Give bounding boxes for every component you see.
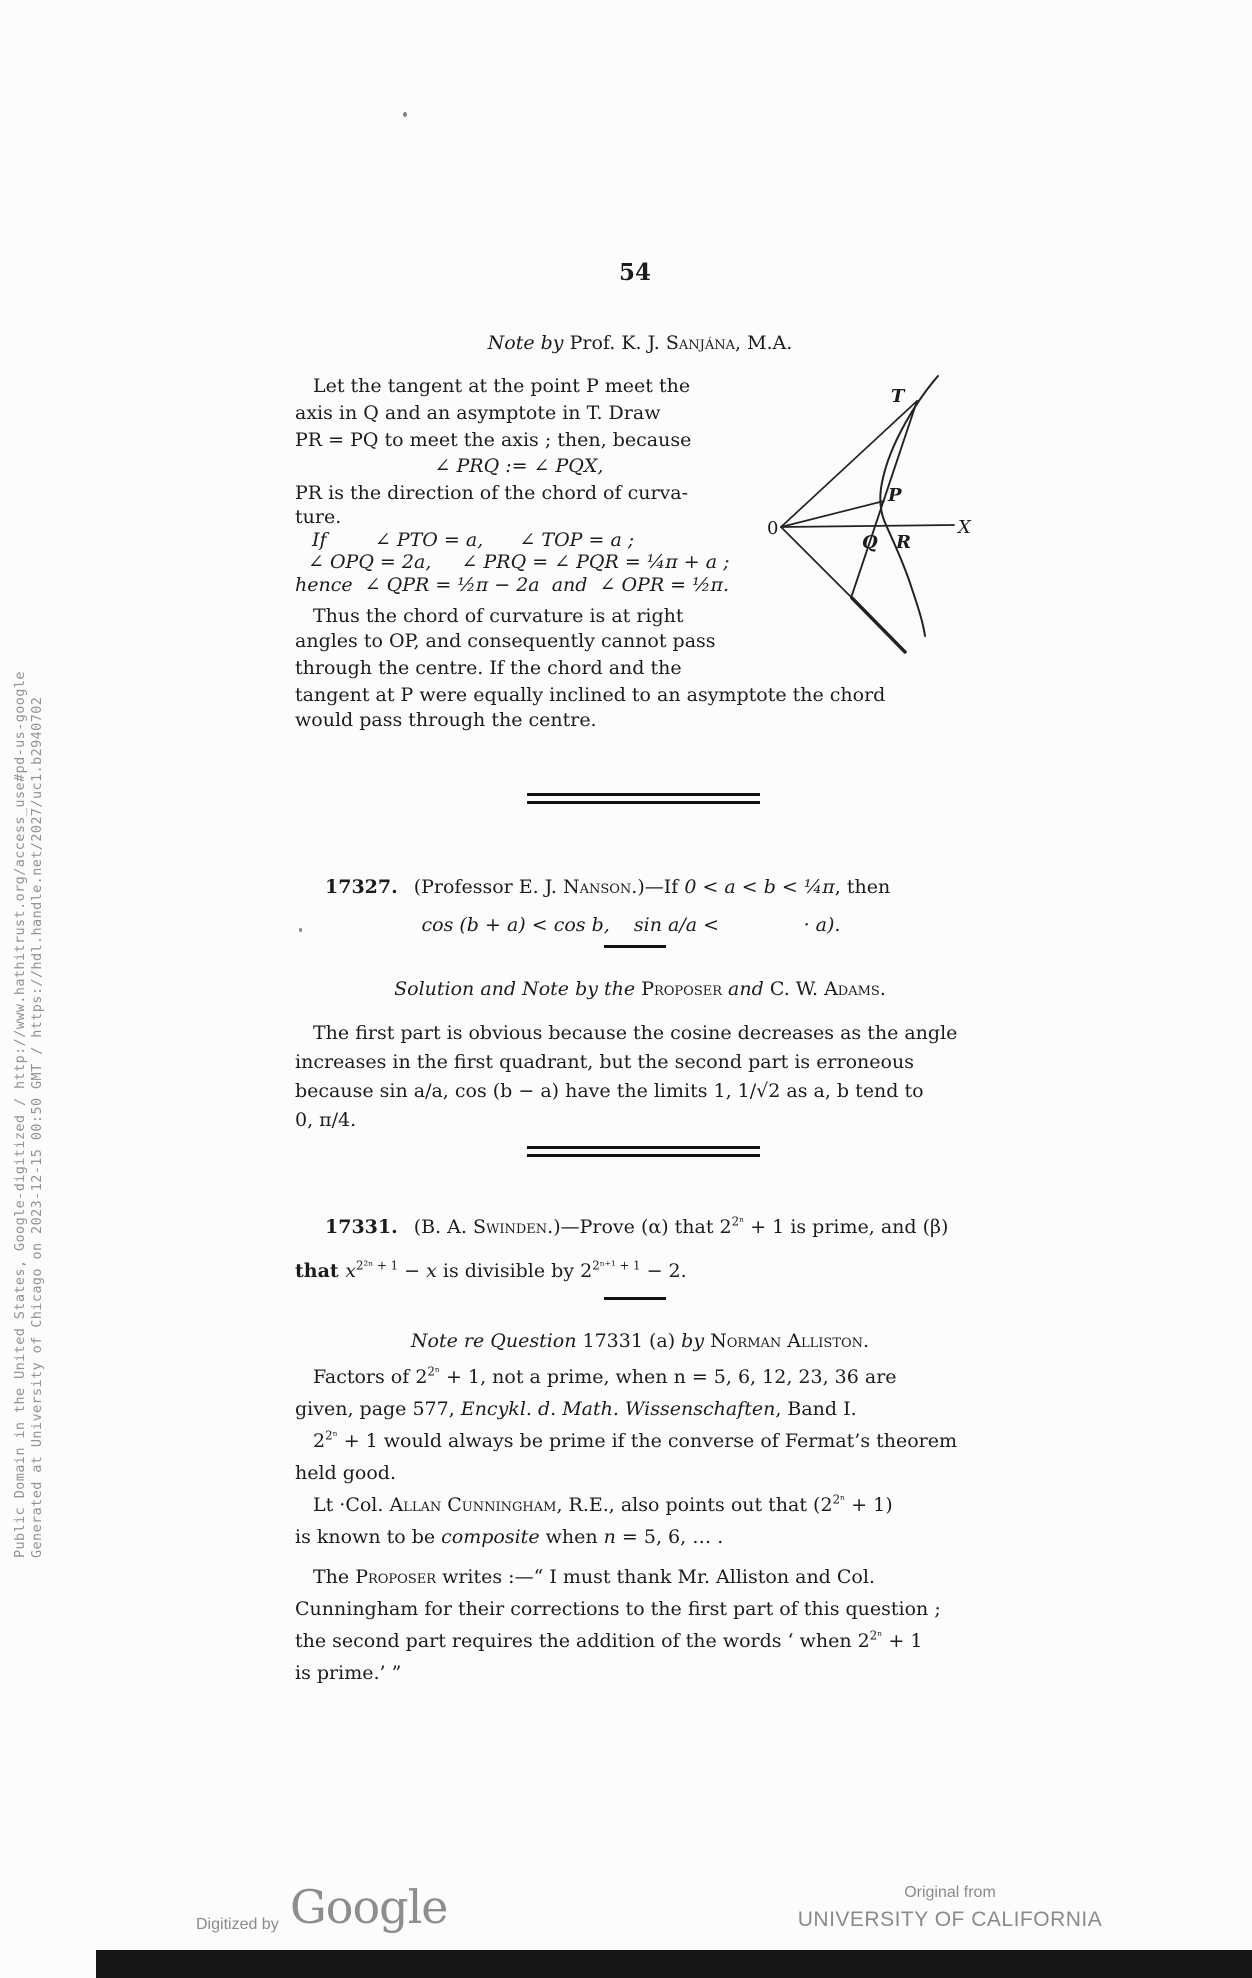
problem-number: 17327.	[325, 876, 398, 898]
book-title-italic: Encykl. d. Math. Wissenschaften	[460, 1398, 776, 1420]
figure-label-q: Q	[862, 532, 878, 553]
note-line: angles to OP, and consequently cannot pass	[295, 630, 716, 652]
author-sanjana: Sanjána	[665, 332, 735, 354]
solution-line: because sin a/a, cos (b − a) have the limits 1, 1/√2 as a, b tend to	[295, 1080, 924, 1102]
note-line: Thus the chord of curvature is at right	[313, 605, 684, 627]
hathitrust-sidebar	[12, 671, 46, 1558]
sidebar-generated-line: Generated at University of Chicago on 2023-12-15 00:50 GMT / https://hdl.handle.net/2027/uc1.b2940702	[29, 696, 45, 1558]
note-17331-line: $2^{2^n} + 1$ would always be prime if the converse of Fermat’s theorem	[313, 1428, 958, 1452]
figure-axis-line	[781, 525, 954, 527]
problem-number: 17331.	[325, 1216, 398, 1238]
figure-asymptote-lower-thick	[852, 598, 905, 652]
author-cunningham: Allan Cunningham	[389, 1494, 557, 1516]
author-adams: Adams	[824, 978, 880, 1000]
solution-line: increases in the first quadrant, but the second part is erroneous	[295, 1051, 914, 1073]
page-number: 54	[618, 259, 651, 286]
note-17331-line: held good.	[295, 1462, 397, 1484]
problem-17327-formula: cos (b + a) < cos b, sin a/a < · a).	[421, 914, 841, 936]
solution-line: 0, π/4.	[295, 1109, 357, 1131]
note-line: tangent at P were equally inclined to an asymptote the chord	[295, 684, 886, 706]
figure-label-origin: 0	[767, 518, 779, 539]
note-line: PR = PQ to meet the axis ; then, because	[295, 429, 692, 451]
institution-label: UNIVERSITY OF CALIFORNIA	[797, 1908, 1103, 1931]
problem-17331: 17331. (B. A. Swinden.)—Prove (α) that $2^{2^n} + 1$ is prime, and (β)	[325, 1214, 949, 1238]
scan-speck	[299, 928, 302, 932]
figure-curve	[880, 376, 938, 636]
note-formula: If ∠ PTO = a, ∠ TOP = a ;	[312, 529, 635, 551]
figure-chord-op	[781, 501, 884, 527]
note-17331-heading: Note re Question 17331 (a) by Norman Alliston.	[410, 1330, 870, 1352]
scan-edge-bar	[96, 1950, 1252, 1978]
solution-heading: Solution and Note by the Proposer and C. W. Adams.	[394, 978, 886, 1000]
solution-line: The first part is obvious because the cosine decreases as the angle	[313, 1022, 958, 1044]
figure-label-r: R	[896, 532, 911, 553]
author-alliston: Norman Alliston	[710, 1330, 864, 1352]
note-17331-line: given, page 577, Encykl. d. Math. Wissenschaften, Band I.	[295, 1398, 857, 1420]
note-line: Let the tangent at the point P meet the	[313, 375, 691, 397]
problem-17327: 17327. (Professor E. J. Nanson.)—If 0 < a < b < ¼π, then	[325, 876, 891, 898]
note-formula: ∠ OPQ = 2a, ∠ PRQ = ∠ PQR = ¼π + a ;	[308, 551, 730, 573]
section-divider	[527, 793, 760, 804]
note-line: axis in Q and an asymptote in T. Draw	[295, 402, 661, 424]
author-swinden: Swinden	[472, 1216, 548, 1238]
note-line: ture.	[295, 506, 342, 528]
sidebar-public-domain-line: Public Domain in the United States, Google-digitized / http://www.hathitrust.org/access_use#pd-us-google	[12, 671, 28, 1558]
figure-asymptote-lower	[781, 527, 853, 599]
proposer-line: Cunningham for their corrections to the first part of this question ;	[295, 1598, 941, 1620]
cunningham-line: is known to be composite when n = 5, 6, … .	[295, 1526, 724, 1548]
note-heading-italic: Note by	[487, 332, 564, 354]
google-logo: Google	[290, 1880, 448, 1934]
figure-label-x: X	[958, 517, 971, 538]
author-proposer: Proposer	[641, 978, 723, 1000]
note-line: PR is the direction of the chord of curva-	[295, 482, 689, 504]
note-line: through the centre. If the chord and the	[295, 657, 682, 679]
short-rule	[604, 1297, 666, 1300]
note-17331-line: Factors of $2^{2^n} + 1$, not a prime, when n = 5, 6, 12, 23, 36 are	[313, 1364, 897, 1388]
note-formula: ∠ PRQ := ∠ PQX,	[434, 455, 604, 477]
author-proposer: Proposer	[355, 1566, 437, 1588]
proposer-line: the second part requires the addition of the words ‘ when $2^{2^n} + 1$	[295, 1628, 923, 1652]
digitized-by-label: Digitized by	[196, 1916, 279, 1933]
cunningham-line: Lt ·Col. Allan Cunningham, R.E., also points out that $(2^{2^n} + 1)$	[313, 1492, 893, 1516]
proposer-line: The Proposer writes :—“ I must thank Mr. Alliston and Col.	[313, 1566, 875, 1588]
author-nanson: Nanson	[562, 876, 632, 898]
scan-speck	[403, 112, 407, 117]
note-formula: hence ∠ QPR = ½π − 2a and ∠ OPR = ½π.	[295, 574, 730, 596]
original-from-label: Original from	[904, 1884, 996, 1901]
section-divider	[527, 1146, 760, 1157]
note-heading: Note by Prof. K. J. Sanjána, M.A.	[487, 332, 793, 354]
note-line: would pass through the centre.	[295, 709, 597, 731]
figure-label-t: T	[891, 386, 905, 407]
short-rule	[604, 945, 666, 948]
problem-17331-line2: that $x^{2^{2n} + 1} - x$ is divisible by $2^{2^{n+1} + 1} - 2$.	[295, 1258, 687, 1282]
figure-label-p: P	[888, 485, 902, 506]
geometry-figure	[765, 358, 980, 663]
proposer-line: is prime.’ ”	[295, 1662, 402, 1684]
